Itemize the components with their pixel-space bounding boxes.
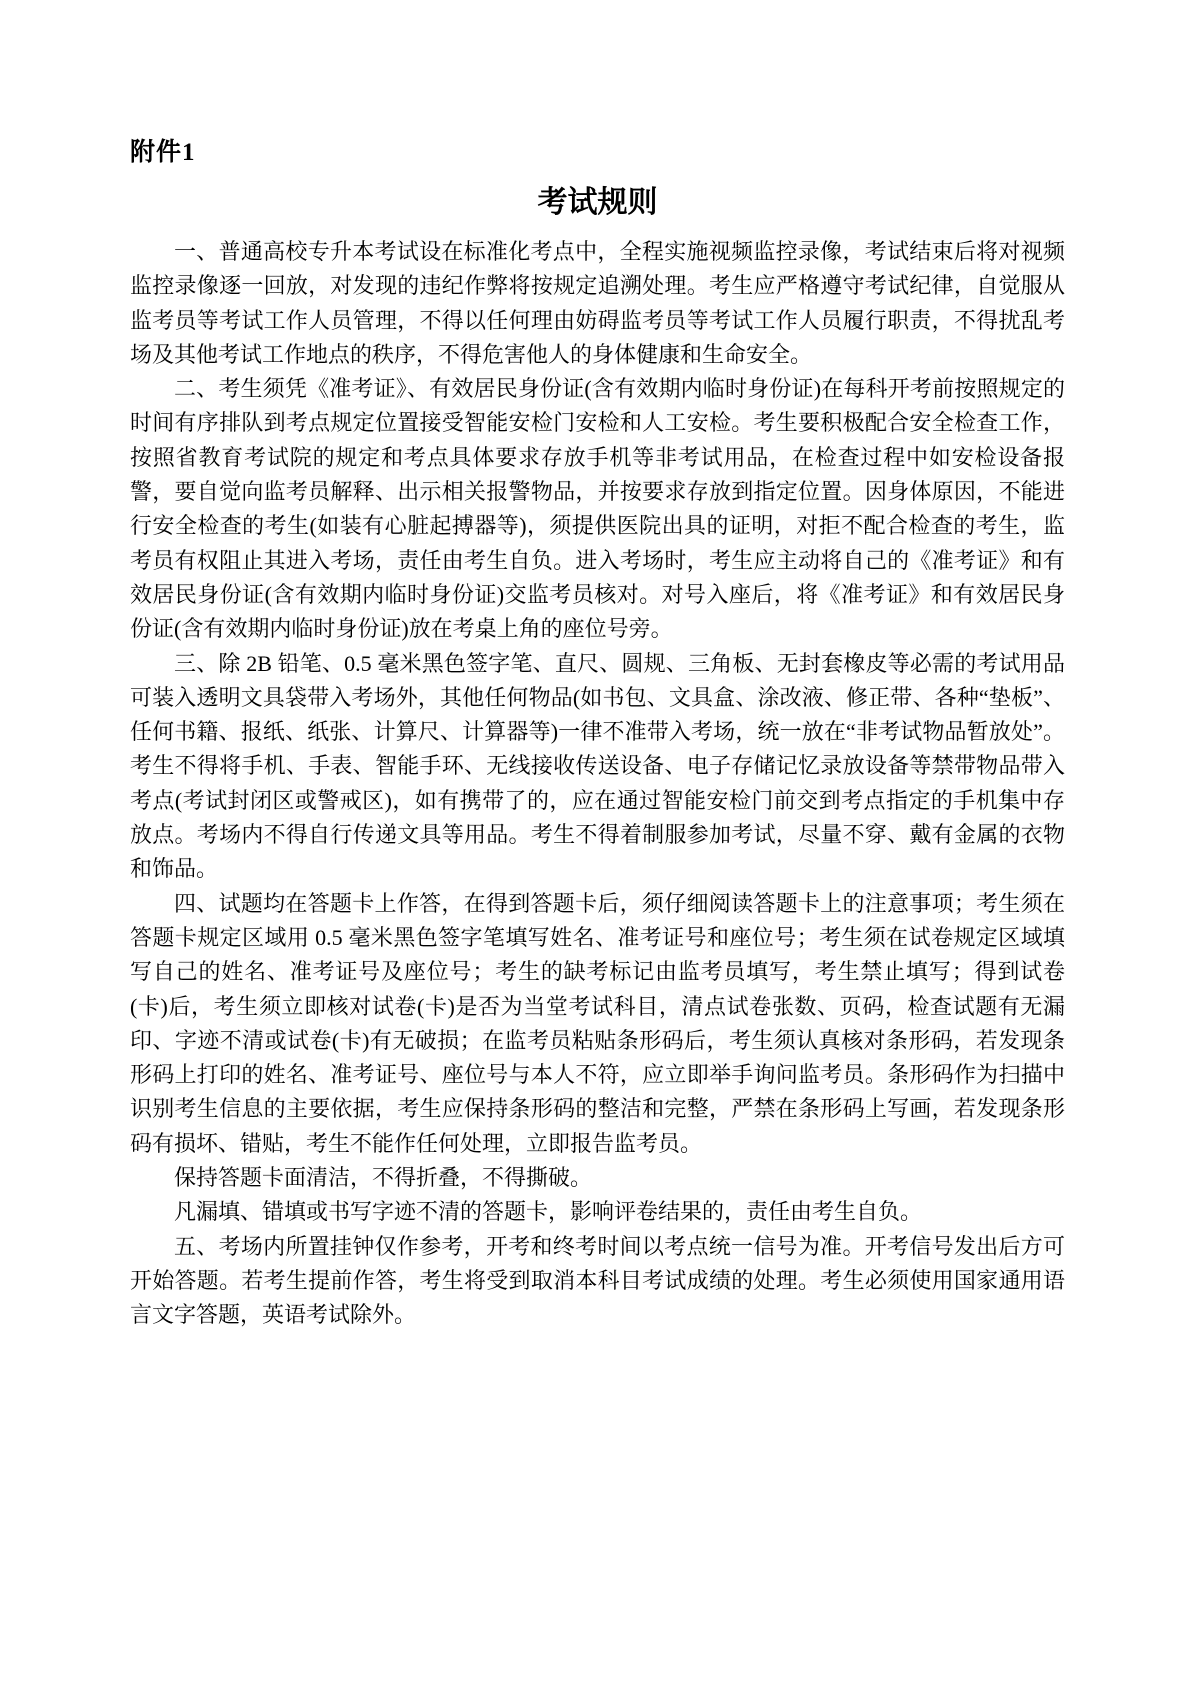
attachment-label: 附件1 [130, 139, 196, 166]
page-title: 考试规则 [537, 186, 658, 219]
paragraph-rule-4-note-2: 凡漏填、错填或书写字迹不清的答题卡，影响评卷结果的，责任由考生自负。 [174, 1199, 923, 1225]
paragraph-rule-4: 四、试题均在答题卡上作答，在得到答题卡后，须仔细阅读答题卡上的注意事项；考生须在答题卡规定区域用 0.5 毫米黑色签字笔填写姓名、准考证号和座位号；考生须在试卷规定区域填写自己的姓名、准考证号及座位号；考生的缺考标记由监考员填写，考生禁止填写；得到试卷(卡)后，考生须立即核对试卷(卡)是否为当堂考试科目，清点试卷张数、页码，检查试题有无漏印、字迹不清或试卷(卡)有无破损；在监考员粘贴条形码后，考生须认真核对条形码，若发现条形码上打印的姓名、准考证号、座位号与本人不符，应立即举手询问监考员。条形码作为扫描中识别考生信息的主要依据，考生应保持条形码的整洁和完整，严禁在条形码上写画，若发现条形码有损坏、错贴，考生不能作任何处理，立即报告监考员。 [130, 890, 1065, 1156]
paragraph-rule-1: 一、普通高校专升本考试设在标准化考点中，全程实施视频监控录像，考试结束后将对视频监控录像逐一回放，对发现的违纪作弊将按规定追溯处理。考生应严格遵守考试纪律，自觉服从监考员等考试工作人员管理，不得以任何理由妨碍监考员等考试工作人员履行职责，不得扰乱考场及其他考试工作地点的秩序，不得危害他人的身体健康和生命安全。 [130, 239, 1065, 367]
document-body [130, 235, 1065, 1333]
paragraph-rule-2: 二、考生须凭《准考证》、有效居民身份证(含有效期内临时身份证)在每科开考前按照规定的时间有序排队到考点规定位置接受智能安检门安检和人工安检。考生要积极配合安全检查工作，按照省教育考试院的规定和考点具体要求存放手机等非考试用品，在检查过程中如安检设备报警，要自觉向监考员解释、出示相关报警物品，并按要求存放到指定位置。因身体原因，不能进行安全检查的考生(如装有心脏起搏器等)，须提供医院出具的证明，对拒不配合检查的考生，监考员有权阻止其进入考场，责任由考生自负。进入考场时，考生应主动将自己的《准考证》和有效居民身份证(含有效期内临时身份证)交监考员核对。对号入座后，将《准考证》和有效居民身份证(含有效期内临时身份证)放在考桌上角的座位号旁。 [130, 376, 1065, 642]
paragraph-rule-3: 三、除 2B 铅笔、0.5 毫米黑色签字笔、直尺、圆规、三角板、无封套橡皮等必需的考试用品可装入透明文具袋带入考场外，其他任何物品(如书包、文具盒、涂改液、修正带、各种“垫板”、任何书籍、报纸、纸张、计算尺、计算器等)一律不准带入考场，统一放在“非考试物品暂放处”。考生不得将手机、手表、智能手环、无线接收传送设备、电子存储记忆录放设备等禁带物品带入考点(考试封闭区或警戒区)，如有携带了的，应在通过智能安检门前交到考点指定的手机集中存放点。考场内不得自行传递文具等用品。考生不得着制服参加考试，尽量不穿、戴有金属的衣物和饰品。 [130, 650, 1065, 882]
paragraph-rule-5: 五、考场内所置挂钟仅作参考，开考和终考时间以考点统一信号为准。开考信号发出后方可开始答题。若考生提前作答，考生将受到取消本科目考试成绩的处理。考生必须使用国家通用语言文字答题，英语考试除外。 [130, 1233, 1065, 1328]
paragraph-rule-4-note-1: 保持答题卡面清洁，不得折叠，不得撕破。 [174, 1165, 593, 1191]
